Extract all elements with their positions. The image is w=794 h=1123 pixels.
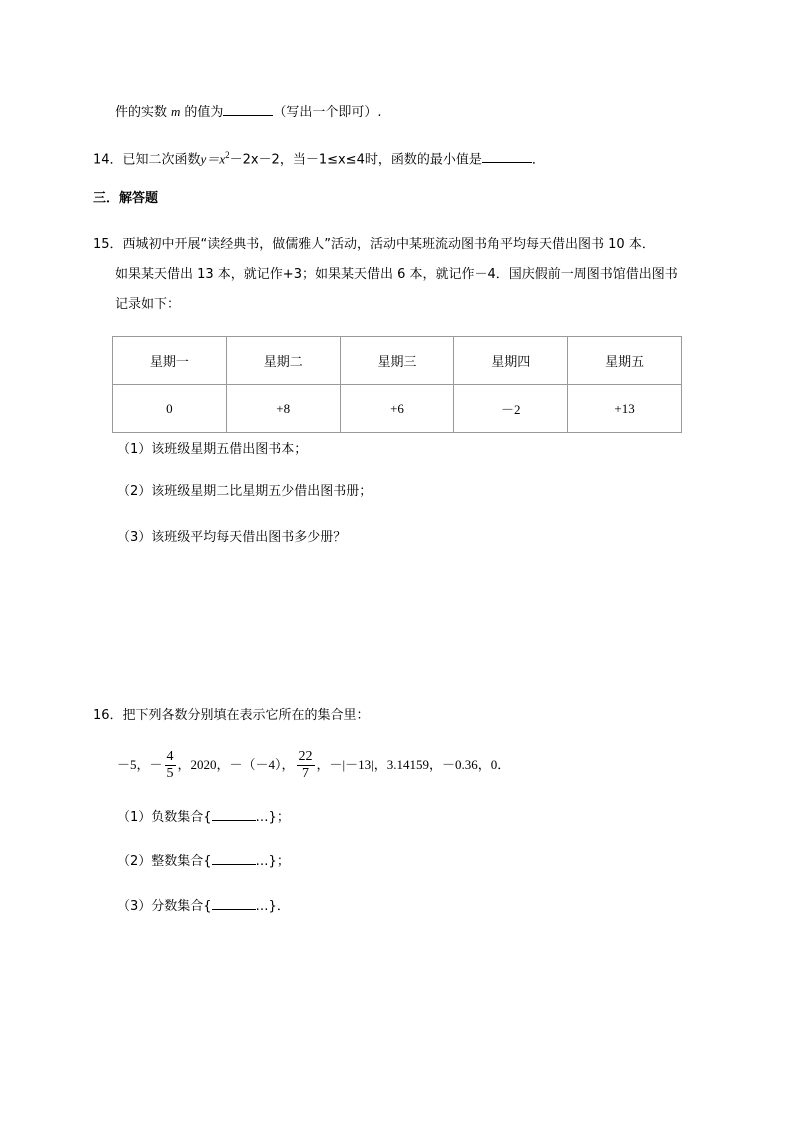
- q15-sub3: （3）该班级平均每天借出图书多少册？: [117, 530, 347, 545]
- fraction-denominator: 7: [302, 766, 310, 781]
- q14-exponent: 2: [225, 150, 230, 160]
- fraction-four-fifths: [165, 749, 176, 782]
- fraction-numerator: 4: [166, 749, 174, 764]
- set-tail: …}；: [255, 854, 290, 869]
- q16-nums-c: ，－|－13|，3.14159，－0.36，0．: [316, 757, 511, 772]
- set-label: （3）分数集合{: [117, 899, 212, 914]
- q13-variable: m: [171, 104, 181, 119]
- q14-function-rest: －2x－2，当－1≤x≤4时，函数的最小值是: [229, 152, 482, 168]
- set-label: （2）整数集合{: [117, 854, 212, 869]
- q16-line1: 16．把下列各数分别填在表示它所在的集合里：: [93, 708, 370, 723]
- set-label: （1）负数集合{: [117, 810, 212, 825]
- q13-suffix: （写出一个即可）.: [273, 105, 382, 120]
- q13-mid: 的值为: [184, 105, 224, 120]
- borrow-record-table: [112, 336, 682, 433]
- q14-answer-blank[interactable]: [482, 148, 532, 163]
- set-tail: …}．: [255, 899, 290, 914]
- q16-set-negative: [117, 806, 290, 828]
- q13-answer-blank[interactable]: [223, 101, 273, 116]
- q14-line: [93, 145, 545, 170]
- negative-set-blank[interactable]: [212, 806, 256, 821]
- q16-nums-b: ，2020，－（－4），: [177, 757, 295, 772]
- q16-number-list: [117, 746, 510, 785]
- table-header-cell: 星期三: [340, 337, 454, 385]
- table-header-cell: 星期一: [113, 337, 227, 385]
- table-cell: +6: [340, 385, 454, 433]
- table-row: [113, 385, 682, 433]
- q15-line2: 如果某天借出 13 本，就记作+3；如果某天借出 6 本，就记作－4．国庆假前一周图书馆借出图书: [115, 267, 678, 282]
- table-cell: +13: [568, 385, 682, 433]
- q15-line3: 记录如下：: [115, 297, 181, 312]
- fraction-numerator: 22: [298, 749, 313, 764]
- q15-sub2: （2）该班级星期二比星期五少借出图书册；: [117, 484, 373, 499]
- q13-line: [115, 101, 382, 123]
- q16-set-fraction: [117, 895, 290, 917]
- table-header-row: [113, 337, 682, 385]
- table-cell: 0: [113, 385, 227, 433]
- table-header-cell: 星期五: [568, 337, 682, 385]
- q16-set-integer: [117, 850, 290, 872]
- q13-prefix: 件的实数: [115, 105, 168, 120]
- fraction-22-7: [297, 749, 315, 782]
- q15-line1: 15．西城初中开展“读经典书，做儒雅人”活动，活动中某班流动图书角平均每天借出图书 10 本．: [93, 237, 655, 252]
- q14-number: 14．已知二次函数: [93, 152, 201, 168]
- table-header-cell: 星期四: [454, 337, 568, 385]
- fraction-denominator: 5: [166, 766, 174, 781]
- table-cell: +8: [226, 385, 340, 433]
- q15-sub1: （1）该班级星期五借出图书本；: [117, 442, 308, 457]
- q14-function: y＝x: [200, 151, 226, 167]
- section-heading: 三．解答题: [93, 191, 159, 206]
- integer-set-blank[interactable]: [212, 850, 256, 865]
- set-tail: …}；: [255, 810, 290, 825]
- table-header-cell: 星期二: [226, 337, 340, 385]
- fraction-set-blank[interactable]: [212, 895, 256, 910]
- q14-end: ．: [531, 152, 545, 168]
- table-cell: －2: [454, 385, 568, 433]
- q16-nums-a: －5，－: [117, 757, 163, 772]
